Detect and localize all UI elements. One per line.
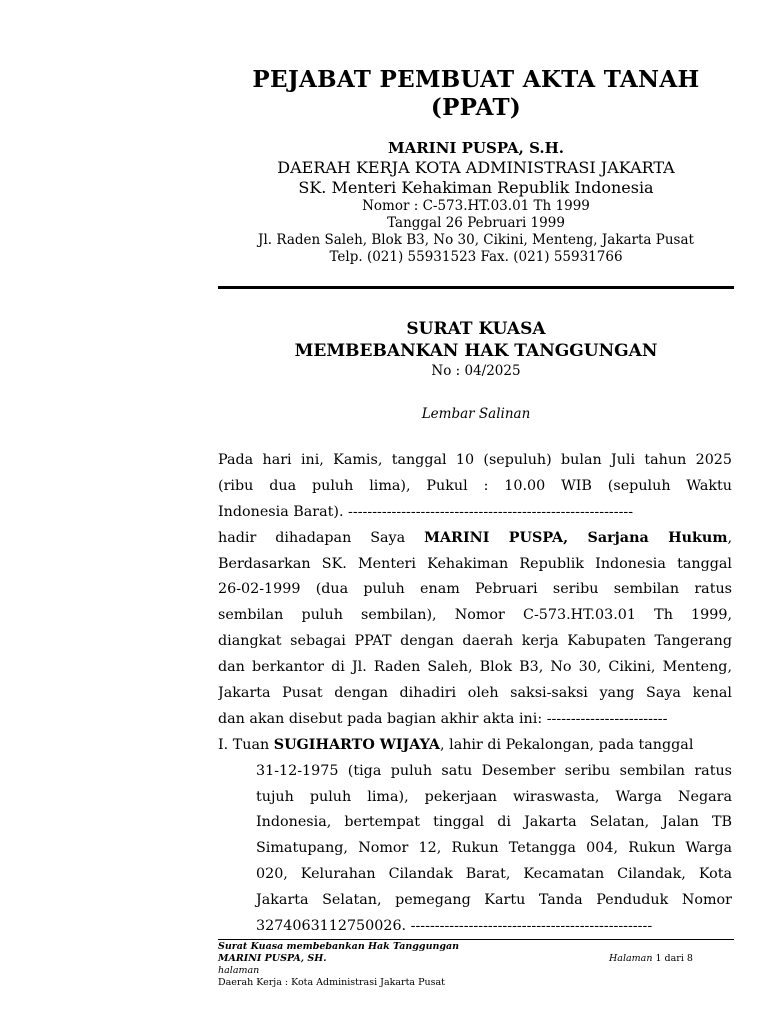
official-name-inline: MARINI PUSPA, Sarjana Hukum: [424, 529, 728, 546]
office-phone: Telp. (021) 55931523 Fax. (021) 55931766: [329, 249, 623, 265]
document-title-line1: SURAT KUASA: [406, 319, 546, 339]
body-line: Jakarta Selatan, pemegang Kartu Tanda Penduduk Nomor: [256, 892, 732, 909]
office-address: Jl. Raden Saleh, Blok B3, No 30, Cikini, Menteng, Jakarta Pusat: [258, 232, 694, 248]
body-line: dan akan disebut pada bagian akhir akta ini: -------------------------: [218, 710, 668, 727]
work-area: DAERAH KERJA KOTA ADMINISTRASI JAKARTA: [277, 158, 675, 177]
page-number: [609, 953, 693, 965]
body-line: diangkat sebagai PPAT dengan daerah kerja Kabupaten Tangerang: [218, 633, 732, 650]
page-footer: [218, 941, 734, 989]
footer-area: Daerah Kerja : Kota Administrasi Jakarta Pusat: [218, 977, 445, 988]
footer-halaman: halaman: [218, 965, 260, 976]
body-line: Pada hari ini, Kamis, tanggal 10 (sepuluh) bulan Juli tahun 2025: [218, 452, 732, 468]
body-line: Jakarta Pusat dengan dihadiri oleh saksi-saksi yang Saya kenal: [218, 685, 732, 702]
body-line: Indonesia, bertempat tinggal di Jakarta Selatan, Jalan TB: [256, 814, 732, 831]
footer-ppat-name: MARINI PUSPA, SH.: [218, 953, 327, 964]
header-divider: [218, 286, 734, 289]
body-line: 3274063112750026. --------------------------------------------------: [256, 918, 653, 935]
party-birth: , lahir di Pekalongan, pada tanggal: [440, 736, 694, 753]
document-body: [218, 448, 732, 940]
body-line: sembilan puluh sembilan), Nomor C-573.HT.03.01 Th 1999,: [218, 607, 732, 624]
office-title-line2: (PPAT): [430, 94, 522, 121]
office-info: [218, 138, 734, 266]
body-line: Indonesia Barat). -----------------------------------------------------------: [218, 503, 634, 520]
document-number: No : 04/2025: [431, 363, 521, 379]
footer-doc-name: Surat Kuasa membebankan Hak Tanggungan: [218, 941, 460, 952]
list-item-first-line: [218, 733, 732, 759]
office-title: [218, 66, 734, 122]
party-name: SUGIHARTO WIJAYA: [273, 736, 441, 753]
footer-ppat-row: [218, 953, 734, 965]
document-title-line2: MEMBEBANKAN HAK TANGGUNGAN: [294, 341, 658, 361]
body-line: tujuh puluh lima), pekerjaan wiraswasta, Warga Negara: [256, 788, 732, 805]
document-title: [218, 318, 734, 380]
body-line: 020, Kelurahan Cilandak Barat, Kecamatan Cilandak, Kota: [256, 866, 732, 883]
list-number: I. Tuan: [218, 736, 270, 753]
page-label: Halaman: [609, 953, 653, 964]
body-line: dan berkantor di Jl. Raden Saleh, Blok B3, No 30, Cikini, Menteng,: [218, 659, 732, 676]
body-line: [218, 526, 732, 552]
decree-date: Tanggal 26 Pebruari 1999: [387, 215, 565, 231]
body-line: 31-12-1975 (tiga puluh satu Desember seribu sembilan ratus: [256, 762, 732, 779]
decree-number: Nomor : C-573.HT.03.01 Th 1999: [362, 198, 590, 214]
comma: ,: [727, 529, 732, 546]
footer-divider: [218, 939, 734, 940]
body-line: 26-02-1999 (dua puluh enam Pebruari seribu sembilan ratus: [218, 581, 732, 598]
body-line: Berdasarkan SK. Menteri Kehakiman Republik Indonesia tanggal: [218, 555, 732, 572]
copy-label: Lembar Salinan: [421, 406, 531, 422]
appearance-text: hadir dihadapan Saya: [218, 529, 406, 546]
office-title-line1: PEJABAT PEMBUAT AKTA TANAH: [252, 66, 700, 93]
body-line: (ribu dua puluh lima), Pukul : 10.00 WIB (sepuluh Waktu: [218, 477, 732, 494]
decree-line: SK. Menteri Kehakiman Republik Indonesia: [298, 178, 654, 197]
page-count: 1 dari 8: [655, 953, 693, 964]
official-name: MARINI PUSPA, S.H.: [387, 139, 565, 157]
body-line: Simatupang, Nomor 12, Rukun Tetangga 004, Rukun Warga: [256, 840, 732, 857]
